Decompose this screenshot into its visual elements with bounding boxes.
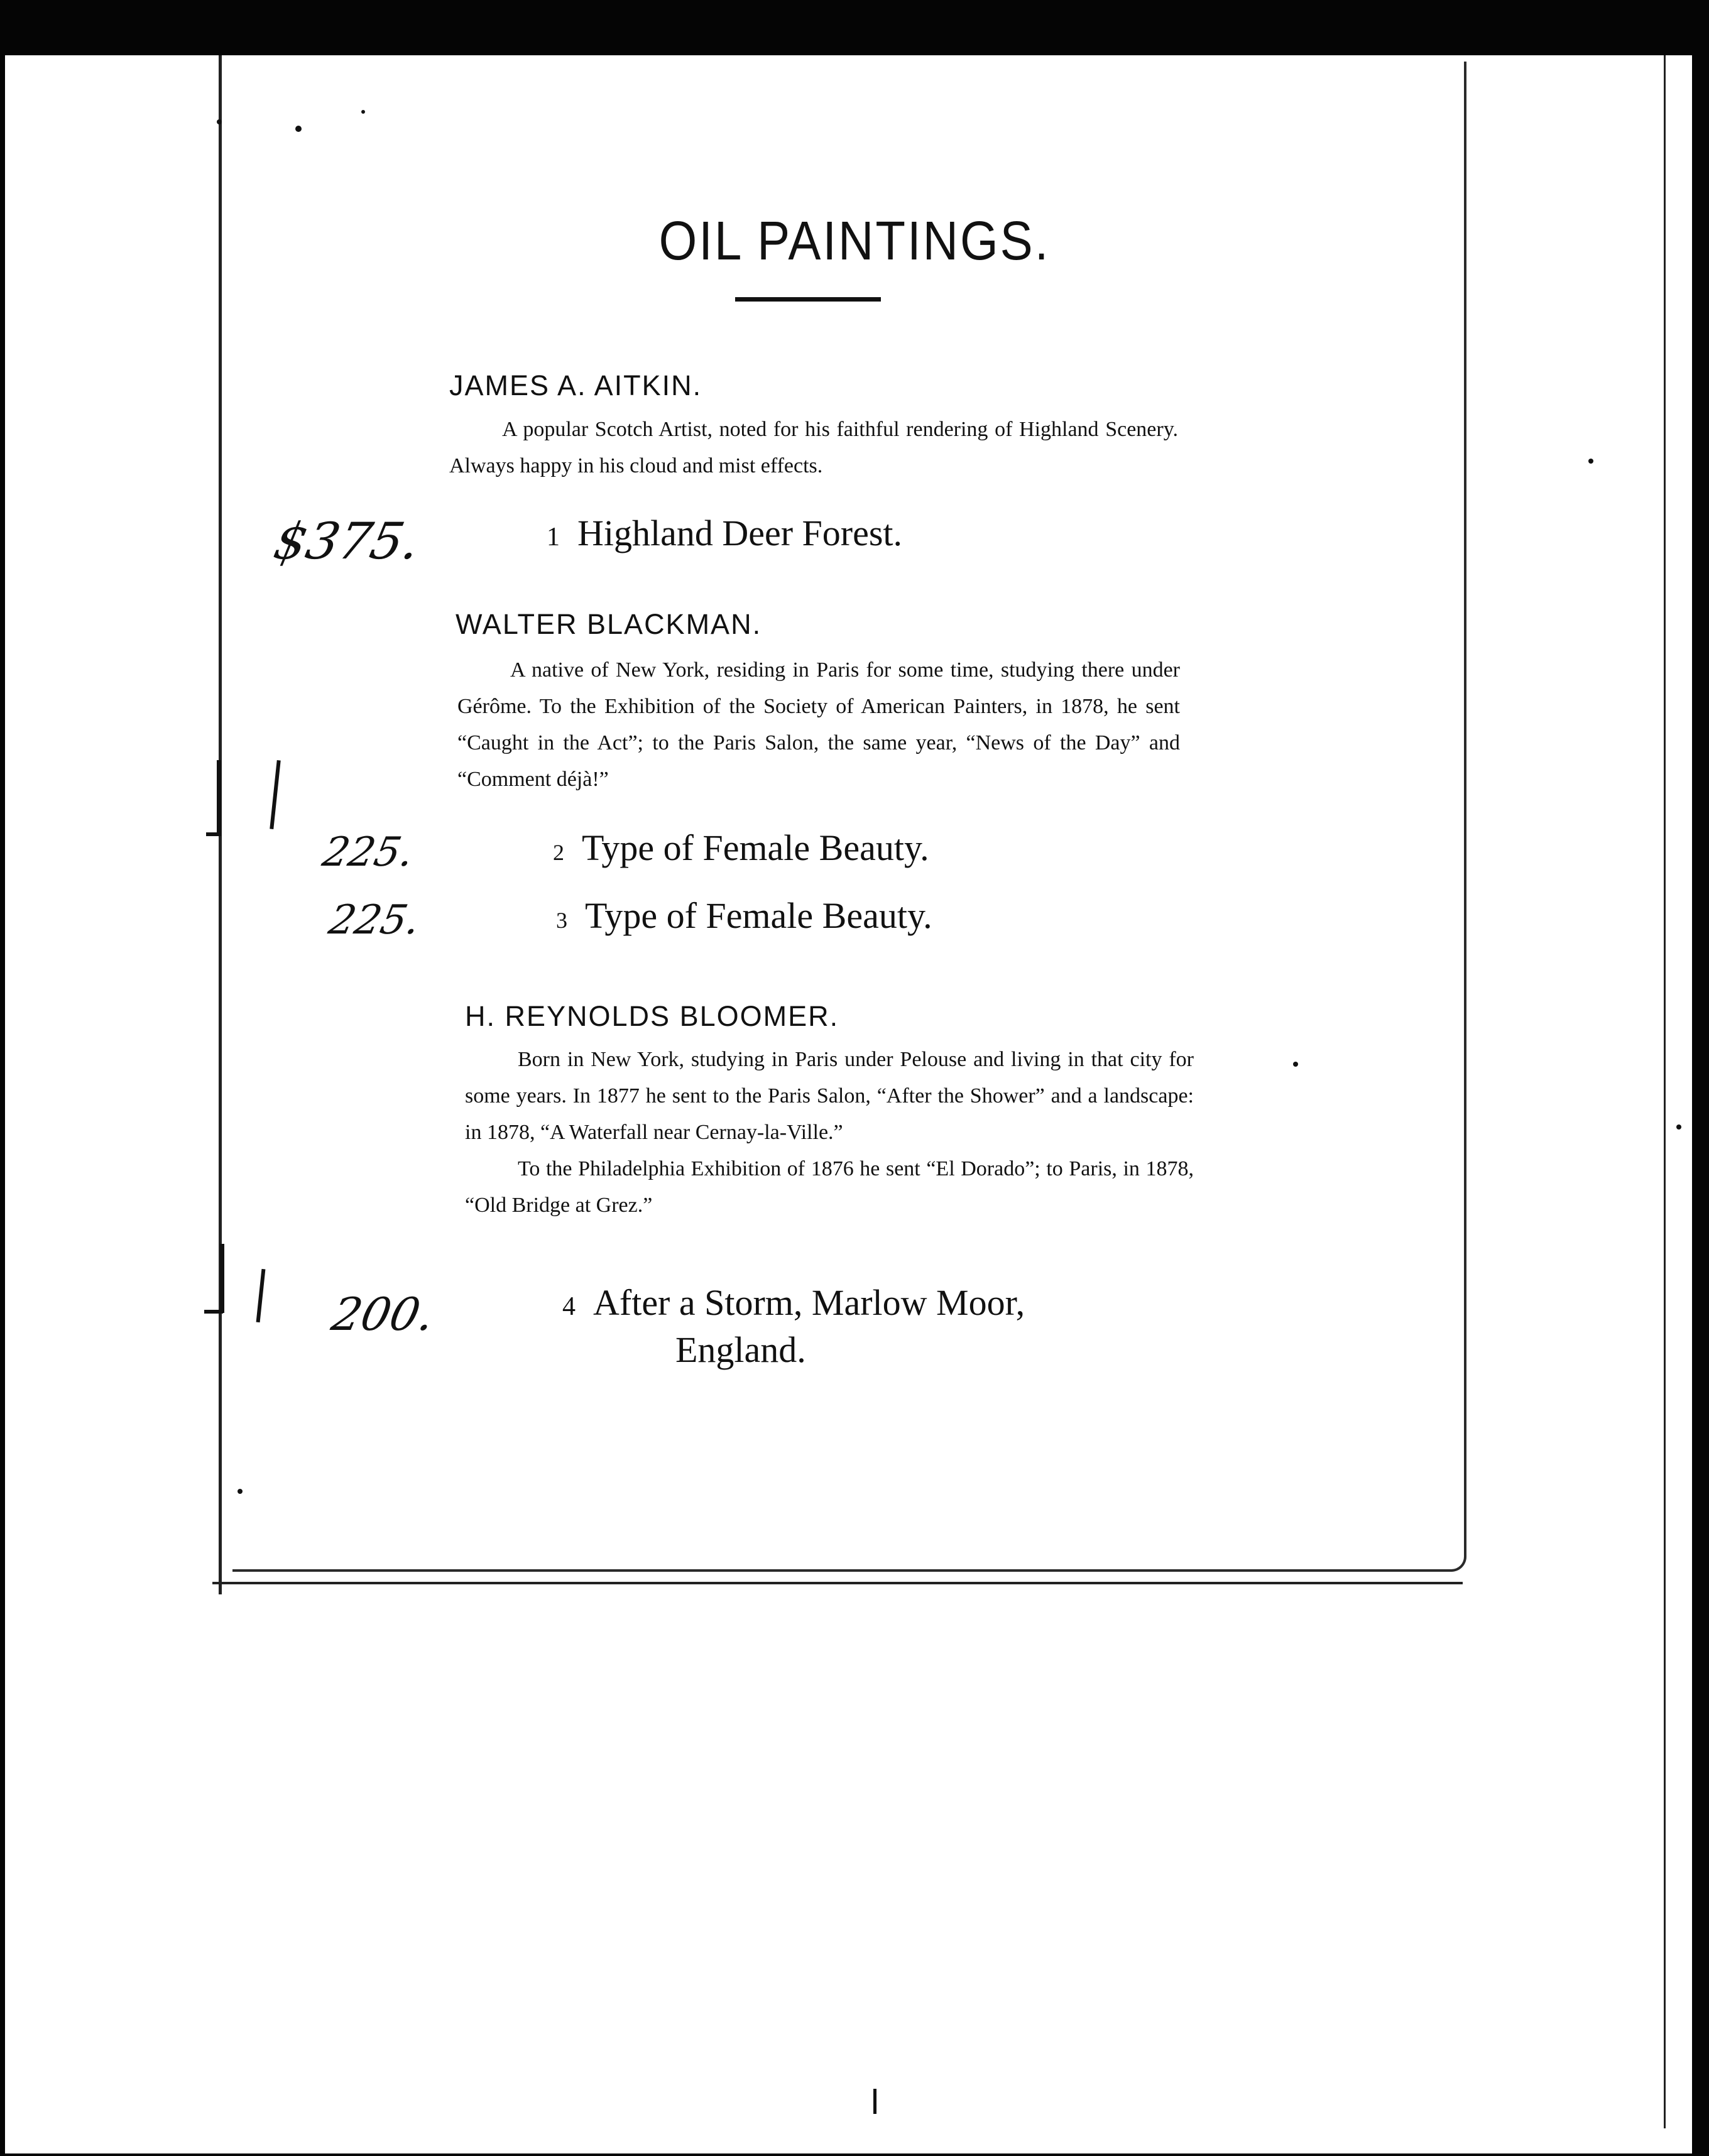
artwork-title: After a Storm, Marlow Moor, bbox=[593, 1282, 1025, 1323]
artwork-number: 2 bbox=[553, 840, 564, 865]
sheet-right-edge bbox=[1664, 55, 1666, 2128]
dust-speck bbox=[295, 126, 302, 132]
artwork-entry bbox=[553, 827, 929, 869]
artist-bio bbox=[465, 1042, 1194, 1224]
artist-name: JAMES A. AITKIN. bbox=[449, 369, 702, 401]
dust-speck bbox=[1588, 459, 1593, 464]
artist-bio bbox=[457, 652, 1180, 798]
artwork-title-continued: England. bbox=[675, 1329, 806, 1370]
handwritten-price: 225. bbox=[325, 897, 425, 944]
dust-speck bbox=[1676, 1124, 1681, 1130]
artwork-number: 1 bbox=[547, 523, 560, 552]
artwork-title: Type of Female Beauty. bbox=[582, 827, 929, 868]
artwork-entry bbox=[556, 895, 932, 937]
margin-bracket-mark bbox=[217, 760, 221, 836]
title-rule bbox=[735, 297, 881, 302]
margin-tick-mark bbox=[873, 2089, 876, 2114]
artwork-entry bbox=[547, 512, 902, 554]
handwritten-price: 200. bbox=[327, 1288, 440, 1341]
artist-name: H. REYNOLDS BLOOMER. bbox=[465, 1000, 839, 1032]
bio-paragraph: Born in New York, studying in Paris under Pelouse and living in that city for some years. In 1877 he sent to the Paris Salon, “After the Shower” and a landscape: in 1878, “A Waterfall near Cernay-la-Ville.” bbox=[465, 1048, 1194, 1144]
artwork-title: Type of Female Beauty. bbox=[585, 895, 932, 936]
handwritten-price: $375. bbox=[269, 512, 425, 570]
bio-paragraph: To the Philadelphia Exhibition of 1876 he sent “El Dorado”; to Paris, in 1878, “Old Bridge at Grez.” bbox=[465, 1157, 1194, 1217]
page-bottom-edge bbox=[212, 1582, 1463, 1584]
artwork-number: 3 bbox=[556, 908, 567, 933]
artist-name: WALTER BLACKMAN. bbox=[456, 608, 762, 640]
margin-bracket-mark bbox=[204, 1310, 223, 1314]
bio-paragraph: A popular Scotch Artist, noted for his faithful rendering of Highland Scenery. Always happy in his cloud and mist effects. bbox=[449, 418, 1178, 477]
handwritten-price: 225. bbox=[319, 829, 418, 876]
bio-paragraph: A native of New York, residing in Paris for some time, studying there under Gérôme. To the Exhibition of the Society of American Painters, in 1878, he sent “Caught in the Act”; to the Paris Salon, the same year, “News of the Day” and “Comment déjà!” bbox=[457, 658, 1180, 791]
margin-bracket-mark bbox=[220, 1244, 224, 1313]
dust-speck bbox=[217, 119, 222, 124]
margin-bracket-mark bbox=[206, 832, 221, 836]
artwork-number: 4 bbox=[562, 1292, 576, 1321]
artwork-title: Highland Deer Forest. bbox=[577, 513, 903, 553]
artwork-entry bbox=[562, 1282, 1025, 1324]
dust-speck bbox=[238, 1489, 243, 1494]
catalog-page bbox=[232, 62, 1466, 1572]
artist-bio bbox=[449, 411, 1178, 484]
dust-speck bbox=[361, 110, 365, 114]
page-title: OIL PAINTINGS. bbox=[658, 209, 1051, 272]
dust-speck bbox=[1293, 1062, 1298, 1067]
